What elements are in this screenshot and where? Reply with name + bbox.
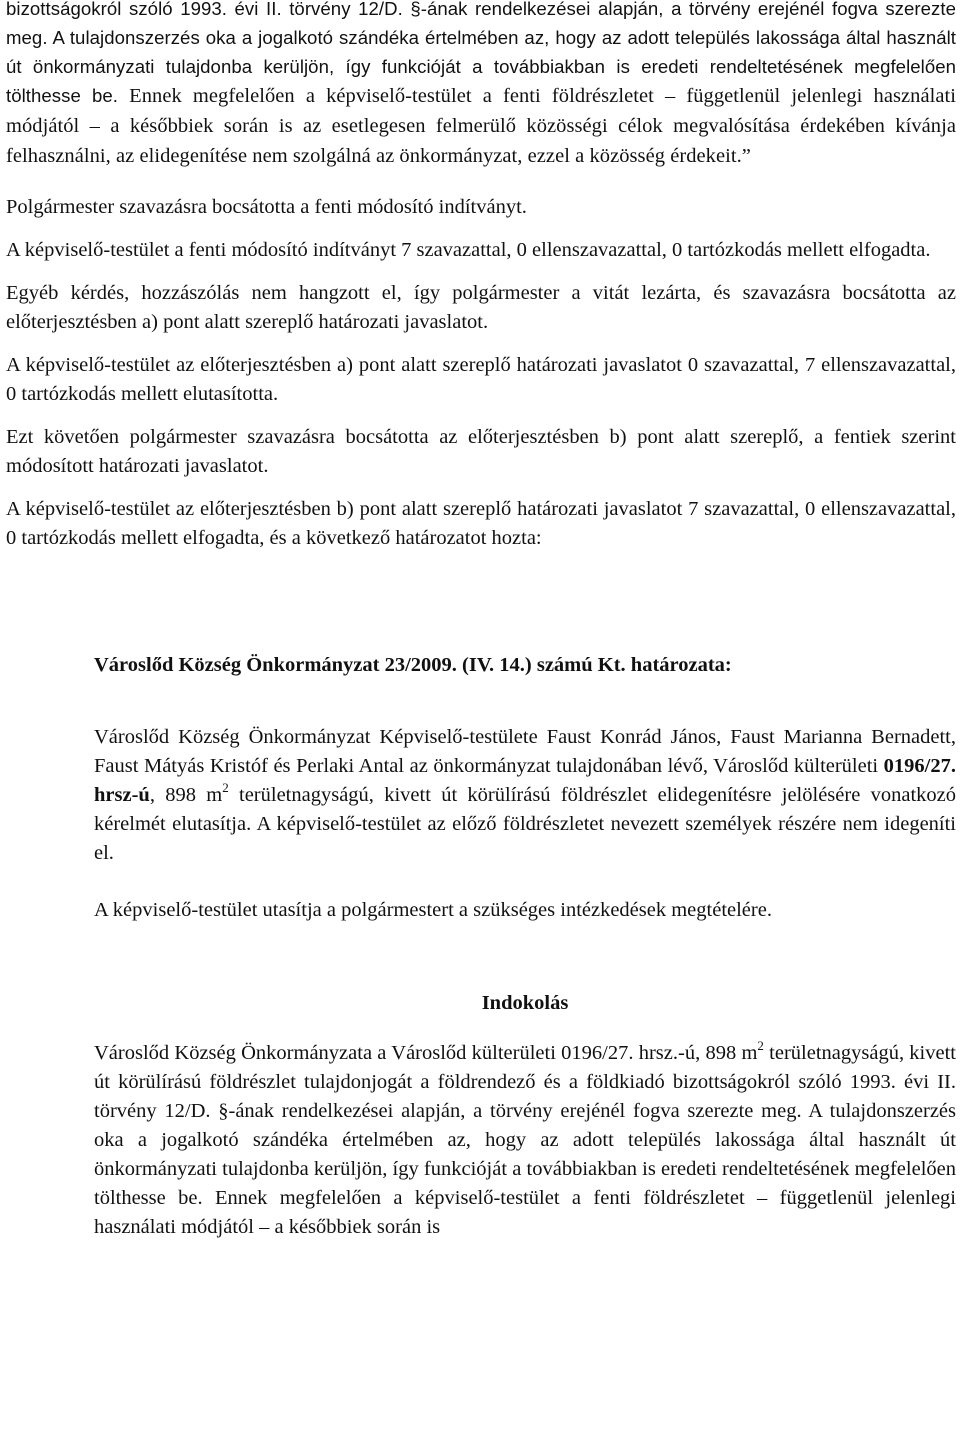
paragraph-motion-accepted: A képviselő-testület a fenti módosító indítványt 7 szavazattal, 0 ellenszavazattal, 0 tartózkodás mellett elfogadta. — [6, 239, 931, 261]
paragraph-option-b-vote: Ezt követően polgármester szavazásra bocsátotta az előterjesztésben b) pont alatt szereplő, a fentiek szerint módosított határozati javaslatot. — [6, 426, 956, 477]
intro-text-end: Ennek megfelelően a képviselő-testület a fenti földrészletet – függetlenül jelenlegi használati módjától – a későbbiek során is az esetlegesen felmerülő közösségi célok megvalósítása érdekében kívánja felhasználni, az elidegenítése nem szolgálná az önkormányzat, ezzel a közösség érdekeit.” — [6, 85, 956, 167]
paragraph-motion-vote: Polgármester szavazásra bocsátotta a fenti módosító indítványt. — [6, 196, 527, 218]
justification-body — [94, 1039, 956, 1242]
paragraph-option-b-accepted: A képviselő-testület az előterjesztésben b) pont alatt szereplő határozati javaslatot 7 szavazattal, 0 ellenszavazattal, 0 tartózkodás mellett elfogadta, és a következő határozatot hozta: — [6, 498, 956, 549]
intro-text-start: bizottságokról szóló 1993. évi II. törvény 12/D. §-ának rendelkezései alapján, a törvény erejénél fogva szerezte meg. A tulajdonszerzés oka a jogalkotó szándéka értelmében az, hogy az adott település lakossága által használt út önkormányzati tulajdonba kerüljön, így funkcióját a továbbiakban is eredeti rendeltetésének megfelelően tölthesse be. — [6, 0, 956, 106]
intro-paragraph — [6, 0, 956, 171]
resolution-body-part: területnagyságú, kivett út körülírású földrészlet elidegenítésre jelölésére vonatkozó kérelmét elutasítja. A képviselő-testület az előző földrészletet nevezett személyek részére nem idegeníti el. — [94, 784, 956, 864]
paragraph-discussion-closed: Egyéb kérdés, hozzászólás nem hangzott el, így polgármester a vitát lezárta, és szavazásra bocsátotta az előterjesztésben a) pont alatt szereplő határozati javaslatot. — [6, 282, 956, 333]
resolution-title: Városlőd Község Önkormányzat 23/2009. (IV. 14.) számú Kt. határozata: — [94, 654, 732, 676]
paragraph-option-a-rejected: A képviselő-testület az előterjesztésben a) pont alatt szereplő határozati javaslatot 0 szavazattal, 7 ellenszavazattal, 0 tartózkodás mellett elutasította. — [6, 354, 956, 405]
justification-body-part: területnagyságú, kivett út körülírású földrészlet tulajdonjogát a földrendező és a földkiadó bizottságokról szóló 1993. évi II. törvény 12/D. §-ának rendelkezései alapján, a törvény erejénél fogva szerezte meg. A tulajdonszerzés oka a jogalkotó szándéka értelmében az, hogy az adott település lakossága által használt út önkormányzati tulajdonba kerüljön, így funkcióját a továbbiakban is eredeti rendeltetésének megfelelően tölthesse be. Ennek megfelelően a képviselő-testület a fenti földrészletet – függetlenül jelenlegi használati módjától – a későbbiek során is — [94, 1041, 956, 1238]
resolution-parcel-number: 0196/27. hrsz-ú — [94, 755, 956, 806]
resolution-instruction: A képviselő-testület utasítja a polgármestert a szükséges intézkedések megtételére. — [94, 899, 772, 921]
resolution-body — [94, 723, 956, 868]
justification-body-part: Városlőd Község Önkormányzata a Városlőd külterületi 0196/27. hrsz.-ú, 898 m — [94, 1041, 758, 1064]
resolution-body-part: Városlőd Község Önkormányzat Képviselő-testülete Faust Konrád János, Faust Marianna Bernadett, Faust Mátyás Kristóf és Perlaki Antal az önkormányzat tulajdonában lévő, Városlőd külterületi — [94, 726, 956, 777]
resolution-body-part: , 898 m — [149, 784, 223, 806]
superscript-two: 2 — [757, 1037, 764, 1053]
document-page — [6, 0, 956, 1242]
justification-title: Indokolás — [481, 992, 569, 1014]
superscript-two: 2 — [222, 780, 229, 795]
